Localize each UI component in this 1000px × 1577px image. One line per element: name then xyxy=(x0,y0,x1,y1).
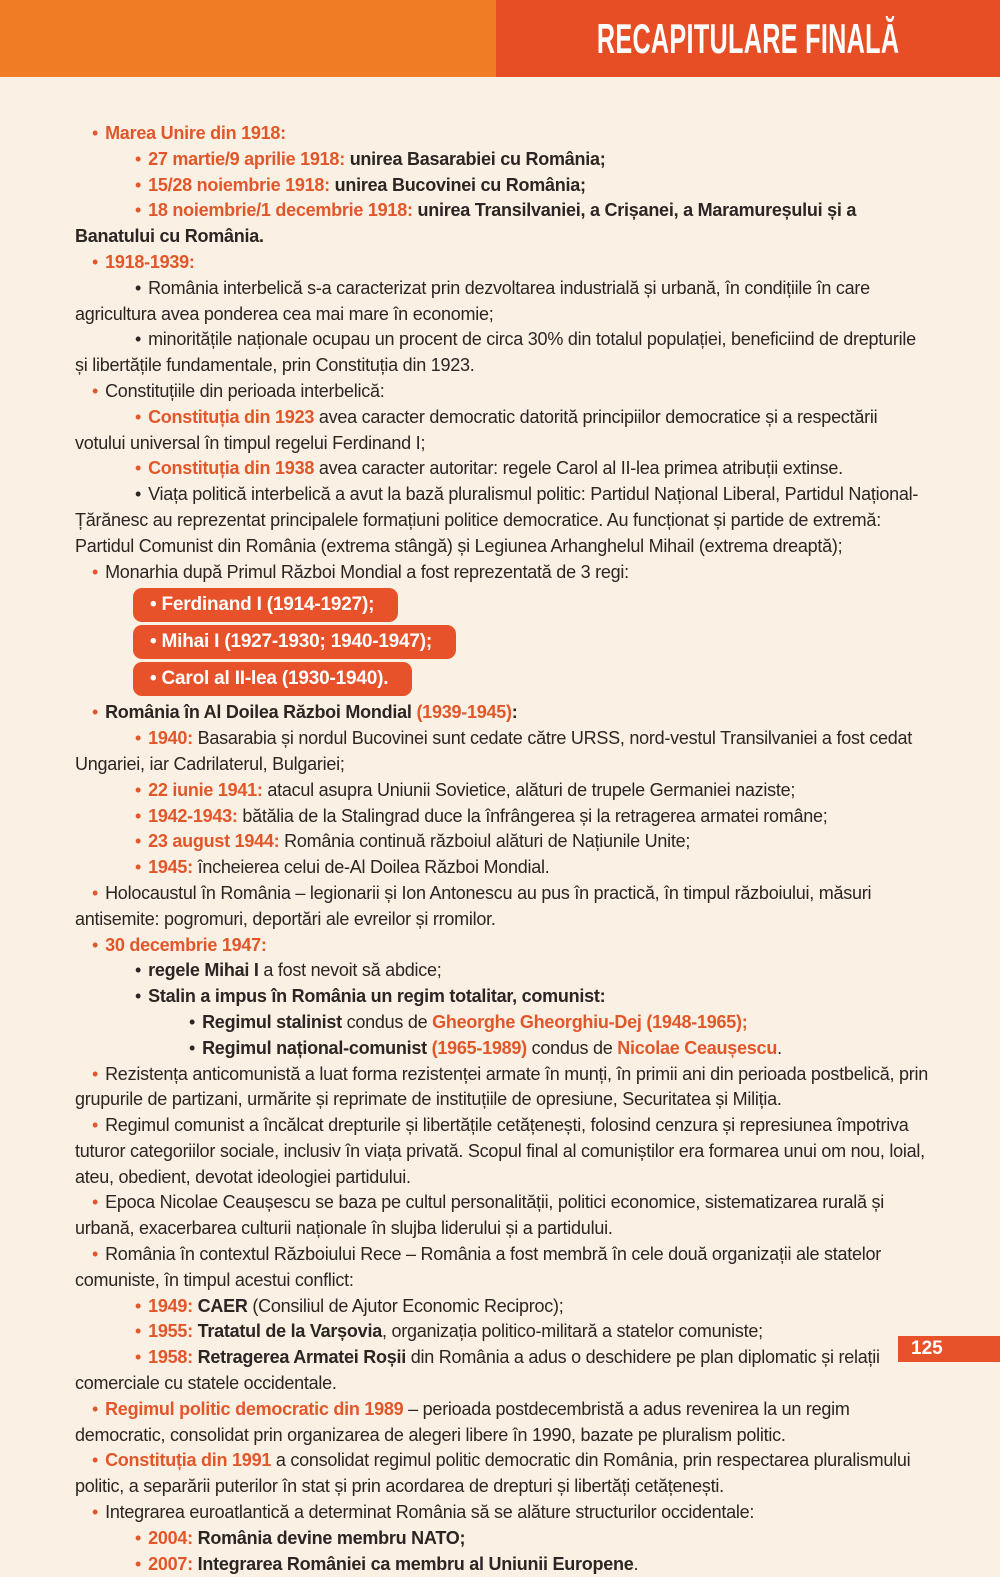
recap-item xyxy=(75,147,928,173)
header-left-stripe xyxy=(0,0,496,77)
recap-item xyxy=(75,173,928,199)
recap-item xyxy=(75,327,928,379)
bullet-icon: • xyxy=(135,857,142,878)
reign-pill-group xyxy=(133,588,928,696)
bullet-icon: • xyxy=(92,251,99,272)
text-run: Marea Unire din 1918: xyxy=(105,123,286,143)
text-run: Regimul politic democratic din 1989 xyxy=(105,1398,404,1419)
text-run: Rezistența anticomunistă a luat forma rezistenței armate în munți, în primii ani din perioada postbelică, prin grupurile de partizani, urmărite și reprimate de instituțiile de opresiune, Securitatea și Miliția. xyxy=(75,1063,928,1110)
recap-item xyxy=(75,1526,928,1552)
recap-item xyxy=(75,855,928,881)
text-run: atacul asupra Uniunii Sovietice, alături de trupele Germaniei naziste; xyxy=(267,779,796,800)
bullet-icon: • xyxy=(92,934,99,955)
recap-item xyxy=(75,121,928,147)
recap-item xyxy=(75,250,928,276)
bullet-icon: • xyxy=(92,882,99,903)
recap-item xyxy=(75,1113,928,1190)
bullet-icon: • xyxy=(135,728,142,749)
bullet-icon: • xyxy=(135,1321,142,1342)
text-run: . xyxy=(633,1553,639,1574)
bullet-icon: • xyxy=(135,779,142,800)
page-header xyxy=(0,0,1000,77)
text-run: 1942-1943: xyxy=(148,805,243,826)
text-run: . xyxy=(777,1037,782,1058)
bullet-icon: • xyxy=(189,1011,196,1032)
text-run: 27 martie/9 aprilie 1918: xyxy=(148,148,350,169)
text-run: 18 noiembrie/1 decembrie 1918: xyxy=(148,200,418,221)
text-run: condus de xyxy=(526,1037,618,1058)
recap-item xyxy=(75,804,928,830)
text-run: : xyxy=(511,702,518,723)
recap-item xyxy=(75,1345,928,1397)
text-run: 1940: xyxy=(148,728,198,749)
text-run: Tratatul de la Varșovia xyxy=(197,1321,382,1342)
recap-item xyxy=(75,1397,928,1449)
bullet-icon: • xyxy=(189,1037,196,1058)
bullet-icon: • xyxy=(135,174,142,195)
recap-item xyxy=(75,984,928,1010)
recap-item xyxy=(75,198,928,250)
reign-highlight-pill: • Ferdinand I (1914-1927); xyxy=(133,588,398,622)
text-run: România interbelică s-a caracterizat prin dezvoltarea industrială și urbană, în condițiile în care agricultura avea ponderea cea mai mare în economie; xyxy=(75,277,870,324)
text-run: (Consiliul de Ajutor Economic Reciproc); xyxy=(247,1295,564,1316)
page-title: RECAPITULARE FINALĂ xyxy=(596,14,900,62)
bullet-icon: • xyxy=(135,406,142,427)
bullet-icon: • xyxy=(135,986,142,1007)
text-run: 1918-1939: xyxy=(105,251,195,272)
text-run: Holocaustul în România – legionarii și Ion Antonescu au pus în practică, în timpul războiului, măsuri antisemite: pogromuri, deportări ale evreilor și rromilor. xyxy=(75,882,872,929)
text-run: CAER xyxy=(197,1295,248,1316)
bullet-icon: • xyxy=(135,960,142,981)
text-run: 2004: xyxy=(148,1527,198,1548)
text-run: Constituția din 1923 xyxy=(148,406,315,427)
text-run: 1949: xyxy=(148,1295,198,1316)
text-run: 1955: xyxy=(148,1321,198,1342)
recap-item xyxy=(75,1010,928,1036)
recap-item xyxy=(75,1552,928,1577)
text-run: 2007: xyxy=(148,1553,198,1574)
bullet-icon: • xyxy=(92,1450,99,1471)
recap-item xyxy=(75,276,928,328)
bullet-icon: • xyxy=(92,1192,99,1213)
bullet-icon: • xyxy=(92,1115,99,1136)
recap-item xyxy=(75,881,928,933)
text-run: unirea Bucovinei cu România; xyxy=(334,174,586,195)
text-run: avea caracter democratic datorită principiilor democratice și a respectării votului universal în timpul regelui Ferdinand I; xyxy=(75,406,878,453)
recap-item xyxy=(75,726,928,778)
text-run: Basarabia și nordul Bucovinei sunt cedate către URSS, nord-vestul Transilvaniei a fost cedat Ungariei, iar Cadrilaterul, Bulgariei; xyxy=(75,728,912,774)
text-run: Integrarea euroatlantică a determinat România să se alăture structurilor occidentale: xyxy=(105,1502,755,1523)
text-run: Monarhia după Primul Război Mondial a fost reprezentată de 3 regi: xyxy=(105,561,629,582)
bullet-icon: • xyxy=(92,380,99,401)
text-run: România în Al Doilea Război Mondial xyxy=(105,702,417,723)
bullet-icon: • xyxy=(92,1398,99,1419)
page-number: 125 xyxy=(911,1338,943,1359)
text-run: Retragerea Armatei Roșii xyxy=(197,1347,407,1368)
text-run: încheierea celui de-Al Doilea Război Mondial. xyxy=(197,857,550,878)
recap-item xyxy=(75,1319,928,1345)
text-run: Stalin a impus în România un regim totalitar, comunist: xyxy=(148,986,606,1007)
recap-item xyxy=(75,1190,928,1242)
bullet-icon: • xyxy=(135,1295,142,1316)
bullet-icon: • xyxy=(135,277,142,298)
text-run: , organizația politico-militară a statelor comuniste; xyxy=(381,1321,763,1342)
bullet-icon: • xyxy=(92,702,99,723)
text-run: unirea Basarabiei cu România; xyxy=(349,148,606,169)
text-run: Nicolae Ceaușescu xyxy=(617,1037,778,1058)
text-run: bătălia de la Stalingrad duce la înfrângerea și la retragerea armatei române; xyxy=(242,805,828,826)
bullet-icon: • xyxy=(135,1527,142,1548)
bullet-icon: • xyxy=(135,1347,142,1368)
text-run: Constituția din 1938 xyxy=(148,458,315,479)
text-run: 23 august 1944: xyxy=(148,831,285,852)
recap-item xyxy=(75,1294,928,1320)
text-run: România devine membru NATO; xyxy=(197,1527,466,1548)
recap-item xyxy=(75,405,928,457)
bullet-icon: • xyxy=(135,458,142,479)
text-run: (1965-1989) xyxy=(431,1037,527,1058)
bullet-icon: • xyxy=(135,148,142,169)
bullet-icon: • xyxy=(92,561,99,582)
recap-item xyxy=(75,933,928,959)
bullet-icon: • xyxy=(92,1502,99,1523)
text-run: regele Mihai I xyxy=(148,960,259,981)
recap-item xyxy=(75,829,928,855)
text-run: 1945: xyxy=(148,857,198,878)
recap-content xyxy=(0,77,1000,1577)
bullet-icon: • xyxy=(92,123,99,143)
text-run: avea caracter autoritar: regele Carol al II-lea primea atribuții extinse. xyxy=(314,458,843,479)
text-run: Regimul comunist a încălcat drepturile și libertățile cetățenești, folosind cenzura și represiunea împotriva tuturor categoriilor sociale, inclusiv în viața privată. Scopul final al comuniștilor era formarea unui om nou, loial, ateu, obedient, devotat ideologiei partidului. xyxy=(75,1115,925,1187)
text-run: 15/28 noiembrie 1918: xyxy=(148,174,335,195)
text-run: Epoca Nicolae Ceaușescu se baza pe cultul personalității, politici economice, sistematizarea rurală și urbană, exacerbarea culturii naționale în slujba liderului și a partidului. xyxy=(75,1192,884,1239)
text-run: a consolidat regimul politic democratic din România, prin respectarea pluralismului politic, a separării puterilor în stat și prin acordarea de drepturi și libertăți cetățenești. xyxy=(75,1450,911,1497)
recap-item xyxy=(75,482,928,559)
text-run: minoritățile naționale ocupau un procent de circa 30% din totalul populației, beneficiind de drepturile și libertățile fundamentale, prin Constituția din 1923. xyxy=(75,329,916,376)
recap-item xyxy=(75,1500,928,1526)
text-run: din România a adus o deschidere pe plan diplomatic și relații comerciale cu statele occidentale. xyxy=(75,1347,880,1394)
recap-item xyxy=(75,958,928,984)
recap-item xyxy=(75,1448,928,1500)
text-run: unirea Transilvaniei, a Crișanei, a Maramureșului și a Banatului cu România. xyxy=(75,200,857,247)
bullet-icon: • xyxy=(135,484,142,505)
text-run: 1958: xyxy=(148,1347,198,1368)
recap-item xyxy=(75,1062,928,1114)
bullet-icon: • xyxy=(92,1244,99,1265)
text-run: România continuă războiul alături de Națiunile Unite; xyxy=(284,831,691,852)
bullet-icon: • xyxy=(135,805,142,826)
bullet-icon: • xyxy=(135,200,142,221)
bullet-icon: • xyxy=(92,1063,99,1084)
text-run: Gheorghe Gheorghiu-Dej (1948-1965); xyxy=(432,1011,748,1032)
text-run: a fost nevoit să abdice; xyxy=(258,960,442,981)
text-run: condus de xyxy=(341,1011,433,1032)
bullet-icon: • xyxy=(135,831,142,852)
text-run: Integrarea României ca membru al Uniunii Europene xyxy=(197,1553,634,1574)
recap-item xyxy=(75,456,928,482)
recap-item xyxy=(75,1036,928,1062)
text-run: Constituțiile din perioada interbelică: xyxy=(105,380,385,401)
text-run: Regimul național-comunist xyxy=(202,1037,432,1058)
reign-highlight-pill: • Mihai I (1927-1930; 1940-1947); xyxy=(133,625,456,659)
page-number-badge xyxy=(898,1336,1000,1362)
text-run: Constituția din 1991 xyxy=(105,1450,272,1471)
bullet-icon: • xyxy=(135,329,142,350)
text-run: (1939-1945) xyxy=(416,702,512,723)
text-run: 30 decembrie 1947: xyxy=(105,934,267,955)
recap-item xyxy=(75,1242,928,1294)
text-run: România în contextul Războiului Rece – România a fost membră în cele două organizații ale statelor comuniste, în timpul acestui conflict: xyxy=(75,1244,881,1290)
recap-item xyxy=(75,778,928,804)
bullet-icon: • xyxy=(135,1553,142,1574)
text-run: – perioada postdecembristă a adus revenirea la un regim democratic, consolidat prin organizarea de alegeri libere în 1990, bazate pe pluralism politic. xyxy=(75,1398,850,1445)
recap-item xyxy=(75,379,928,405)
reign-highlight-pill: • Carol al II-lea (1930-1940). xyxy=(133,662,412,696)
text-run: Viața politică interbelică a avut la bază pluralismul politic: Partidul Național Liberal, Partidul Național-Țărănesc au reprezentat principalele formațiuni politice democratice. Au funcționat și partide de extremă: Partidul Comunist din România (extrema stângă) și Legiunea Arhanghelul Mihail (extrema dreaptă); xyxy=(75,484,919,556)
text-run: 22 iunie 1941: xyxy=(148,779,268,800)
header-title-bar xyxy=(496,0,1000,77)
recap-item xyxy=(75,560,928,586)
text-run: Regimul stalinist xyxy=(202,1011,342,1032)
recap-item xyxy=(75,700,928,726)
